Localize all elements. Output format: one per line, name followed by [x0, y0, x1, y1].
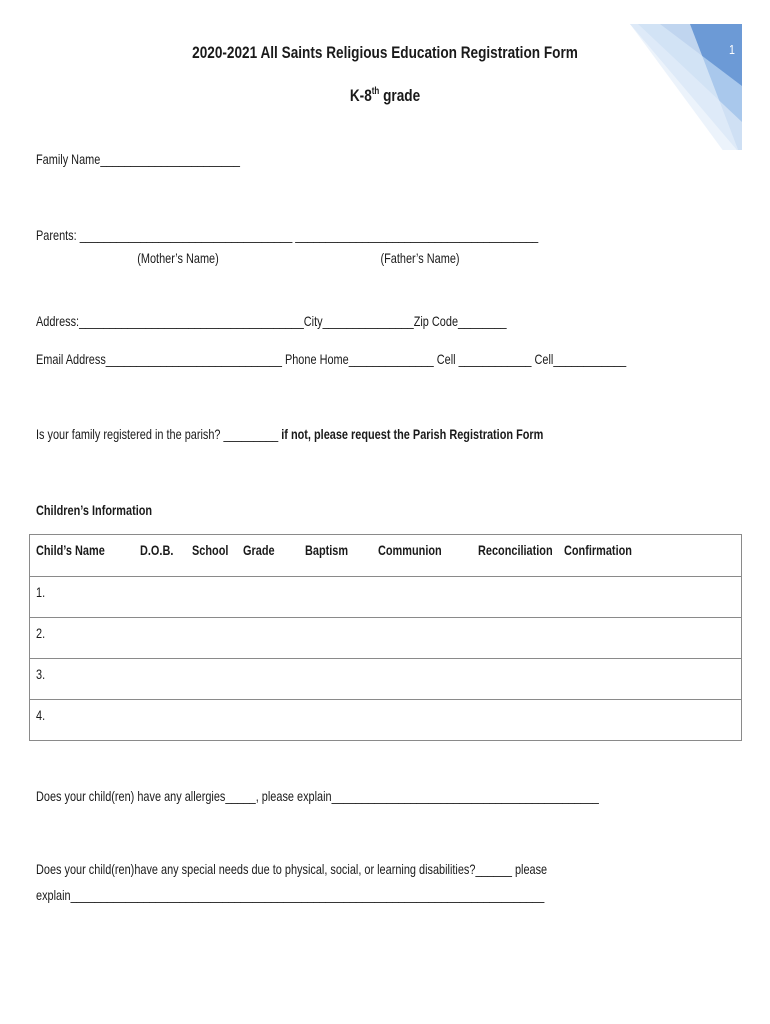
parents-field[interactable]: Parents: ___________________________________ ________________________________________: [36, 227, 539, 243]
allergies-question[interactable]: Does your child(ren) have any allergies_____, please explain____________________________________________: [36, 788, 599, 804]
page-number: 1: [729, 42, 735, 57]
col-grade: Grade: [243, 542, 275, 558]
table-row[interactable]: [30, 618, 742, 659]
col-childs-name: Child’s Name: [36, 542, 105, 558]
special-needs-question[interactable]: Does your child(ren)have any special needs due to physical, social, or learning disabilities?______ please: [36, 861, 548, 877]
family-name-field[interactable]: Family Name_______________________: [36, 151, 241, 167]
row-number: 2.: [36, 625, 46, 641]
children-table-header: [30, 535, 742, 577]
address-field[interactable]: Address:_____________________________________City_______________Zip Code________: [36, 313, 507, 329]
col-confirmation: Confirmation: [564, 542, 632, 558]
children-table: [29, 534, 742, 741]
col-dob: D.O.B.: [140, 542, 174, 558]
father-name-caption: (Father’s Name): [380, 250, 460, 266]
row-number: 4.: [36, 707, 46, 723]
email-phone-field[interactable]: Email Address_____________________________ Phone Home______________ Cell ____________ Cell____________: [36, 351, 627, 367]
col-reconciliation: Reconciliation: [478, 542, 553, 558]
grade-subtitle: K-8th grade: [349, 86, 421, 105]
parish-registration-question[interactable]: Is your family registered in the parish? _________ if not, please request the Parish Registration Form: [36, 426, 544, 442]
col-school: School: [192, 542, 229, 558]
children-info-heading: Children’s Information: [36, 502, 153, 518]
mother-name-caption: (Mother’s Name): [137, 250, 219, 266]
col-baptism: Baptism: [305, 542, 349, 558]
parish-registration-note: if not, please request the Parish Registration Form: [281, 426, 544, 442]
table-row[interactable]: [30, 700, 742, 741]
special-needs-explain-field[interactable]: explain______________________________________________________________________________: [36, 887, 545, 903]
table-row[interactable]: [30, 577, 742, 618]
row-number: 3.: [36, 666, 46, 682]
col-communion: Communion: [378, 542, 442, 558]
page-corner-decoration: [630, 0, 770, 150]
table-row[interactable]: [30, 659, 742, 700]
form-title: 2020-2021 All Saints Religious Education Registration Form: [192, 43, 578, 62]
row-number: 1.: [36, 584, 46, 600]
